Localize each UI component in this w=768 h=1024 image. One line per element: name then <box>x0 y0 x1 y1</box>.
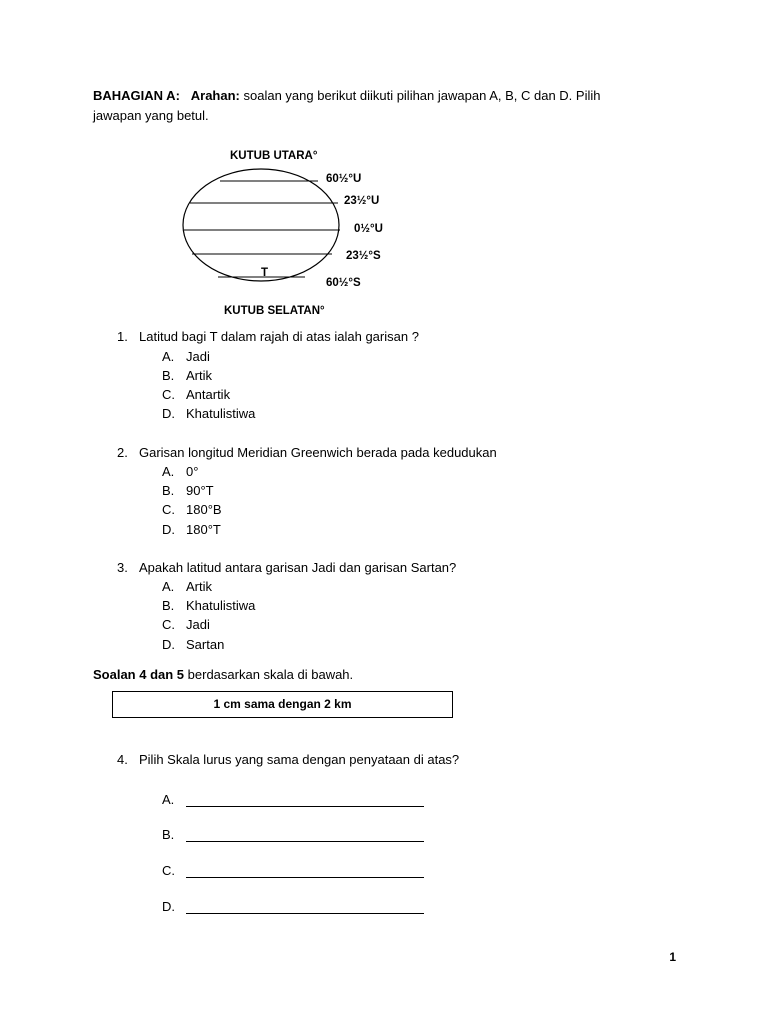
option-text: Antartik <box>186 387 231 402</box>
option-letter: B. <box>162 483 175 498</box>
option-text: Artik <box>186 368 212 383</box>
question-number: 3. <box>117 560 128 575</box>
globe-outline <box>183 169 339 281</box>
option-letter: A. <box>162 792 175 807</box>
instruction-line2: jawapan yang betul. <box>93 108 209 123</box>
option-text: Khatulistiwa <box>186 406 256 421</box>
option-letter: B. <box>162 598 175 613</box>
south-pole-label: KUTUB SELATAN° <box>224 305 325 317</box>
scale-intro-bold: Soalan 4 dan 5 <box>93 667 185 682</box>
option-letter: D. <box>162 406 175 421</box>
option-letter: B. <box>162 827 175 842</box>
scale-intro <box>93 667 353 682</box>
question-text: Apakah latitud antara garisan Jadi dan garisan Sartan? <box>139 560 457 575</box>
instruction-line1: soalan yang berikut diikuti pilihan jawapan A, B, C dan D. Pilih <box>239 88 601 103</box>
option-text: Artik <box>186 579 212 594</box>
scale-intro-rest: berdasarkan skala di bawah. <box>184 667 354 682</box>
question-number: 2. <box>117 445 128 460</box>
option-text: Jadi <box>186 617 210 632</box>
option-text: 180°B <box>186 502 222 517</box>
option-letter: D. <box>162 522 175 537</box>
q4-answer-line-c[interactable] <box>186 865 424 878</box>
q4-answer-line-b[interactable] <box>186 829 424 842</box>
question-number: 4. <box>117 752 128 767</box>
lat-label-23s: 23½°S <box>346 250 381 262</box>
option-text: Jadi <box>186 349 210 364</box>
lat-label-equator: 0½°U <box>354 223 383 235</box>
option-letter: B. <box>162 368 175 383</box>
question-text: Pilih Skala lurus yang sama dengan penyataan di atas? <box>139 752 460 767</box>
option-letter: D. <box>162 899 175 914</box>
option-text: 180°T <box>186 522 221 537</box>
option-letter: D. <box>162 637 175 652</box>
lat-label-60n: 60½°U <box>326 173 362 185</box>
scale-statement-box: 1 cm sama dengan 2 km <box>112 691 453 718</box>
lat-label-23n: 23½°U <box>344 195 380 207</box>
option-letter: A. <box>162 579 175 594</box>
question-text: Latitud bagi T dalam rajah di atas ialah garisan ? <box>139 329 419 344</box>
option-letter: C. <box>162 863 175 878</box>
question-text: Garisan longitud Meridian Greenwich berada pada kedudukan <box>139 445 497 460</box>
north-pole-label: KUTUB UTARA° <box>230 150 318 162</box>
lat-label-60s: 60½°S <box>326 277 361 289</box>
q4-answer-line-d[interactable] <box>186 901 424 914</box>
page-number: 1 <box>669 950 676 964</box>
instruction <box>93 86 673 126</box>
option-text: 90°T <box>186 483 214 498</box>
option-text: Khatulistiwa <box>186 598 256 613</box>
option-letter: C. <box>162 617 175 632</box>
globe-diagram <box>170 144 410 324</box>
option-letter: C. <box>162 502 175 517</box>
q4-answer-line-a[interactable] <box>186 794 424 807</box>
option-text: 0° <box>186 464 199 479</box>
section-heading: BAHAGIAN A: <box>93 88 180 103</box>
question-number: 1. <box>117 329 128 344</box>
instruction-label: Arahan: <box>190 88 240 103</box>
option-text: Sartan <box>186 637 225 652</box>
option-letter: C. <box>162 387 175 402</box>
point-t-label: T <box>261 267 269 279</box>
option-letter: A. <box>162 464 175 479</box>
option-letter: A. <box>162 349 175 364</box>
